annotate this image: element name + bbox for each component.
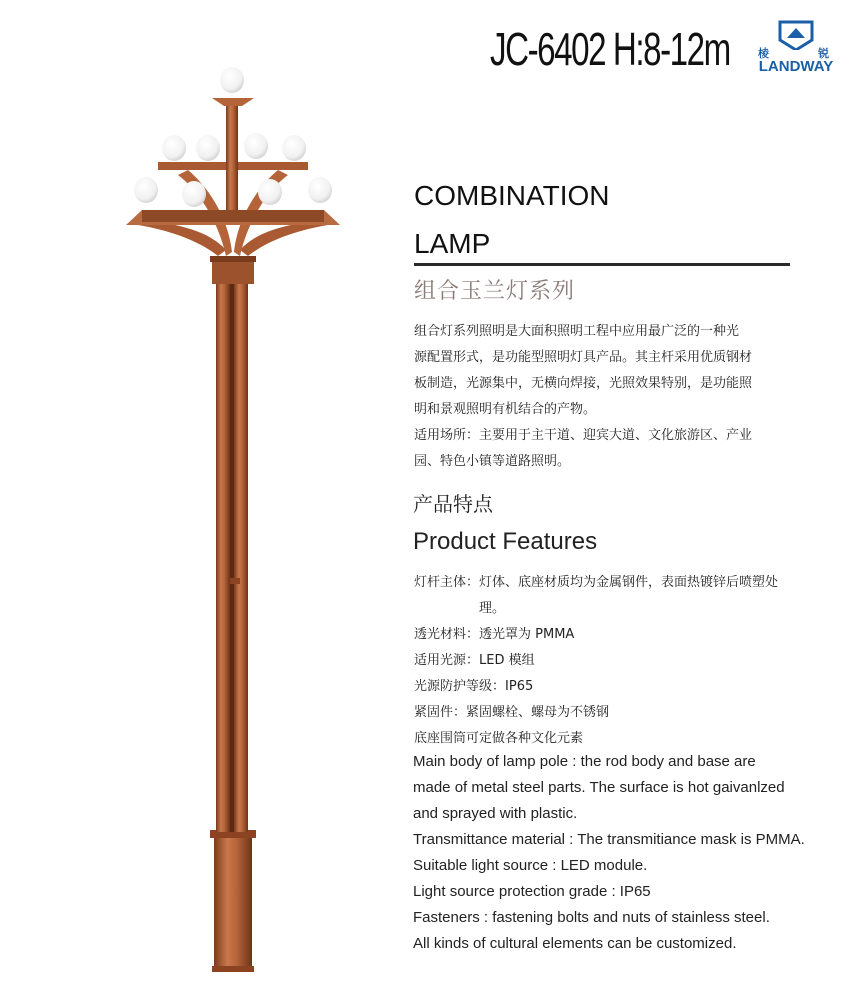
intro-line: 板制造，光源集中，无横向焊接，光照效果特别，是功能照	[414, 376, 753, 391]
spec-row	[414, 570, 844, 622]
spec-row	[414, 674, 844, 700]
spec-value: LED 模组	[479, 653, 535, 668]
lamp-product-image	[118, 60, 358, 980]
spec-value: IP65	[505, 679, 534, 694]
english-line: Light source protection grade : IP65	[413, 883, 651, 900]
english-description	[413, 749, 853, 957]
features-title-en: Product Features	[413, 528, 598, 555]
intro-line: 源配置形式，是功能型照明灯具产品。其主杆采用优质钢材	[414, 350, 753, 365]
english-line: Transmittance material : The transmitiance mask is PMMA.	[413, 831, 805, 848]
spec-row	[414, 700, 844, 726]
brand-logo	[752, 20, 840, 78]
intro-line: 适用场所：主要用于主干道、迎宾大道、文化旅游区、产业	[414, 428, 753, 443]
english-line: Suitable light source : LED module.	[413, 857, 648, 874]
heading-divider	[414, 263, 790, 266]
english-line: All kinds of cultural elements can be customized.	[413, 935, 737, 952]
lamp-pole	[216, 282, 230, 832]
spec-label: 紧固件：	[414, 705, 467, 720]
spec-row	[414, 622, 844, 648]
intro-line: 组合灯系列照明是大面积照明工程中应用最广泛的一种光	[414, 324, 740, 339]
spec-label: 光源防护等级：	[414, 679, 506, 694]
heading-en-line2: LAMP	[414, 228, 491, 259]
model-title: JC-6402 H:8-12m	[490, 23, 730, 75]
english-line: Fasteners : fastening bolts and nuts of stainless steel.	[413, 909, 770, 926]
heading-en-line1: COMBINATION	[414, 180, 610, 211]
landway-triangle-icon	[778, 20, 814, 50]
lamp-base	[214, 830, 252, 972]
english-line: made of metal steel parts. The surface is hot gaivanlzed	[413, 779, 785, 796]
heading-cn: 组合玉兰灯系列	[414, 279, 576, 304]
spec-value: 灯体、底座材质均为金属钢件，表面热镀锌后喷塑处理。	[479, 575, 779, 616]
spec-label: 透光材料：	[414, 627, 480, 642]
intro-line: 明和景观照明有机结合的产物。	[414, 402, 597, 417]
spec-value: 紧固螺栓、螺母为不锈钢	[466, 705, 610, 720]
english-line: and sprayed with plastic.	[413, 805, 578, 822]
logo-cn-left: 棱	[758, 47, 769, 60]
logo-cn-right: 锐	[818, 47, 829, 60]
intro-line: 园、特色小镇等道路照明。	[414, 454, 571, 469]
spec-list	[414, 570, 844, 752]
english-line: Main body of lamp pole : the rod body and base are	[413, 753, 756, 770]
spec-value: 透光罩为 PMMA	[479, 627, 575, 642]
spec-row	[414, 648, 844, 674]
spec-label: 适用光源：	[414, 653, 480, 668]
features-title-cn: 产品特点	[413, 492, 493, 516]
spec-label: 底座围筒可定做各种文化元素	[414, 731, 584, 746]
logo-name: LANDWAY	[758, 58, 834, 75]
spec-label: 灯杆主体：	[414, 575, 480, 590]
intro-text	[414, 319, 814, 475]
